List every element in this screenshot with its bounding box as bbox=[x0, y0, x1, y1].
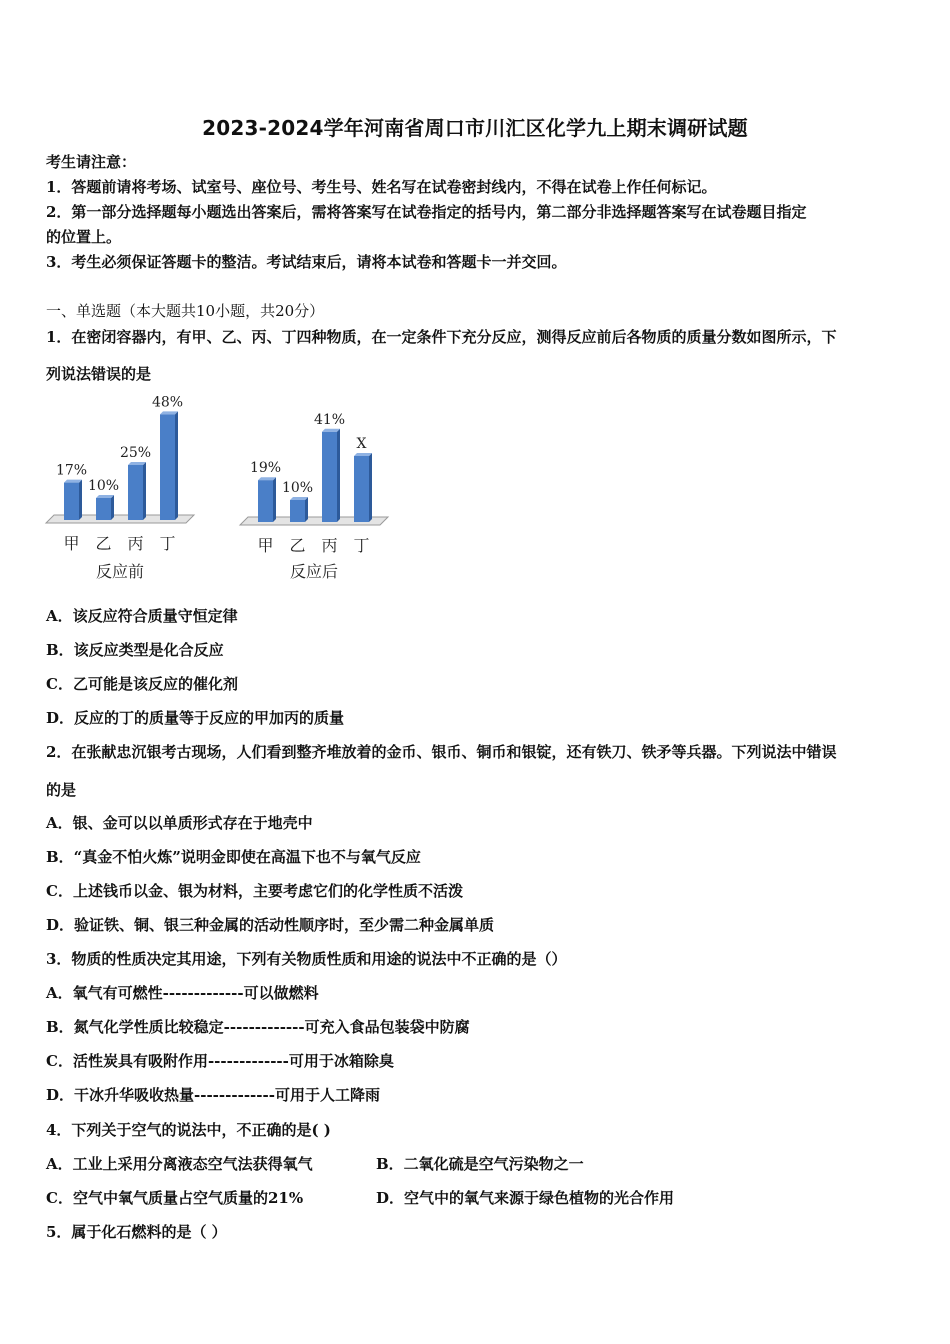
bar-charts bbox=[40, 395, 400, 590]
bar-data-label: 10% bbox=[281, 480, 314, 496]
bar-side bbox=[79, 480, 82, 520]
question-4-stem: 4．下列关于空气的说法中，不正确的是( ) bbox=[46, 1121, 331, 1139]
notice-item: 2．第一部分选择题每小题选出答案后，需将答案写在试卷指定的括号内，第二部分非选择题答案写在试卷题目指定 bbox=[46, 203, 807, 221]
question-3-option-d: D．干冰升华吸收热量-------------可用于人工降雨 bbox=[46, 1086, 380, 1104]
question-1-stem: 1．在密闭容器内，有甲、乙、丙、丁四种物质，在一定条件下充分反应，测得反应前后各物质的质量分数如图所示，下 bbox=[46, 328, 837, 346]
bar-side bbox=[143, 462, 146, 520]
bar-data-label: 10% bbox=[87, 478, 120, 494]
chart-title: 反应后 bbox=[289, 562, 339, 581]
bar-top bbox=[290, 497, 308, 500]
question-3-option-c: C．活性炭具有吸附作用-------------可用于冰箱除臭 bbox=[46, 1052, 394, 1070]
chart-title: 反应前 bbox=[95, 562, 145, 581]
bar-side bbox=[337, 429, 340, 522]
category-label: 丙 bbox=[127, 534, 144, 553]
question-1-option-b: B．该反应类型是化合反应 bbox=[46, 641, 224, 659]
category-label: 乙 bbox=[95, 534, 112, 553]
notice-label: 考生请注意： bbox=[46, 153, 137, 171]
bar-charts-svg bbox=[40, 395, 400, 590]
category-label: 甲 bbox=[63, 534, 80, 553]
question-3-stem: 3．物质的性质决定其用途，下列有关物质性质和用途的说法中不正确的是（） bbox=[46, 950, 567, 968]
category-label: 丁 bbox=[353, 536, 370, 555]
bar-丙 bbox=[128, 465, 143, 520]
question-2-option-d: D．验证铁、铜、银三种金属的活动性顺序时，至少需二种金属单质 bbox=[46, 916, 495, 934]
bar-data-label: 19% bbox=[249, 460, 282, 477]
question-1-option-d: D．反应的丁的质量等于反应的甲加丙的质量 bbox=[46, 709, 345, 727]
bar-top bbox=[160, 411, 178, 414]
question-2-option-b: B．“真金不怕火炼”说明金即使在高温下也不与氧气反应 bbox=[46, 848, 421, 866]
notice-item: 1．答题前请将考场、试室号、座位号、考生号、姓名写在试卷密封线内，不得在试卷上作任何标记。 bbox=[46, 178, 717, 196]
bar-side bbox=[305, 497, 308, 522]
bar-top bbox=[128, 462, 146, 465]
question-2-option-a: A．银、金可以以单质形式存在于地壳中 bbox=[46, 814, 313, 832]
bar-甲 bbox=[258, 480, 273, 522]
question-4-option-a: A．工业上采用分离液态空气法获得氧气 bbox=[46, 1155, 313, 1173]
question-4-option-c: C．空气中氧气质量占空气质量的21% bbox=[46, 1189, 304, 1207]
question-1-option-c: C．乙可能是该反应的催化剂 bbox=[46, 675, 238, 693]
category-label: 乙 bbox=[289, 536, 306, 555]
bar-data-label: 41% bbox=[313, 411, 346, 428]
bar-top bbox=[64, 480, 82, 483]
question-3-option-b: B．氮气化学性质比较稳定-------------可充入食品包装袋中防腐 bbox=[46, 1018, 470, 1036]
question-2-stem-cont: 的是 bbox=[46, 781, 77, 799]
category-label: 丁 bbox=[159, 534, 176, 553]
question-1-stem-cont: 列说法错误的是 bbox=[46, 365, 152, 383]
bar-乙 bbox=[290, 500, 305, 522]
bar-data-label: 17% bbox=[55, 462, 88, 479]
question-1-option-a: A．该反应符合质量守恒定律 bbox=[46, 607, 238, 625]
notice-item: 的位置上。 bbox=[46, 228, 122, 246]
category-label: 甲 bbox=[257, 536, 274, 555]
question-5-stem: 5．属于化石燃料的是（ ） bbox=[46, 1223, 227, 1241]
bar-甲 bbox=[64, 483, 79, 520]
bar-side bbox=[175, 411, 178, 520]
bar-data-label: X bbox=[356, 436, 367, 452]
category-label: 丙 bbox=[321, 536, 338, 555]
bar-top bbox=[322, 429, 340, 432]
bar-side bbox=[273, 477, 276, 522]
bar-丁 bbox=[160, 414, 175, 520]
bar-data-label: 25% bbox=[119, 445, 152, 461]
bar-side bbox=[111, 495, 114, 520]
page-title: 2023-2024学年河南省周口市川汇区化学九上期末调研试题 bbox=[202, 116, 748, 140]
bar-side bbox=[369, 453, 372, 522]
question-3-option-a: A．氧气有可燃性-------------可以做燃料 bbox=[46, 984, 319, 1002]
bar-丁 bbox=[354, 456, 369, 522]
bar-top bbox=[258, 477, 276, 480]
notice-item: 3．考生必须保证答题卡的整洁。考试结束后，请将本试卷和答题卡一并交回。 bbox=[46, 253, 567, 271]
bar-data-label: 48% bbox=[151, 395, 184, 411]
section-heading: 一、单选题（本大题共10小题，共20分） bbox=[46, 302, 325, 320]
bar-丙 bbox=[322, 432, 337, 522]
question-2-option-c: C．上述钱币以金、银为材料，主要考虑它们的化学性质不活泼 bbox=[46, 882, 463, 900]
question-4-option-b: B．二氧化硫是空气污染物之一 bbox=[376, 1155, 584, 1173]
bar-top bbox=[96, 495, 114, 498]
question-2-stem: 2．在张献忠沉银考古现场，人们看到整齐堆放着的金币、银币、铜币和银锭，还有铁刀、铁矛等兵器。下列说法中错误 bbox=[46, 743, 837, 761]
question-4-option-d: D．空气中的氧气来源于绿色植物的光合作用 bbox=[376, 1189, 675, 1207]
bar-top bbox=[354, 453, 372, 456]
bar-乙 bbox=[96, 498, 111, 520]
